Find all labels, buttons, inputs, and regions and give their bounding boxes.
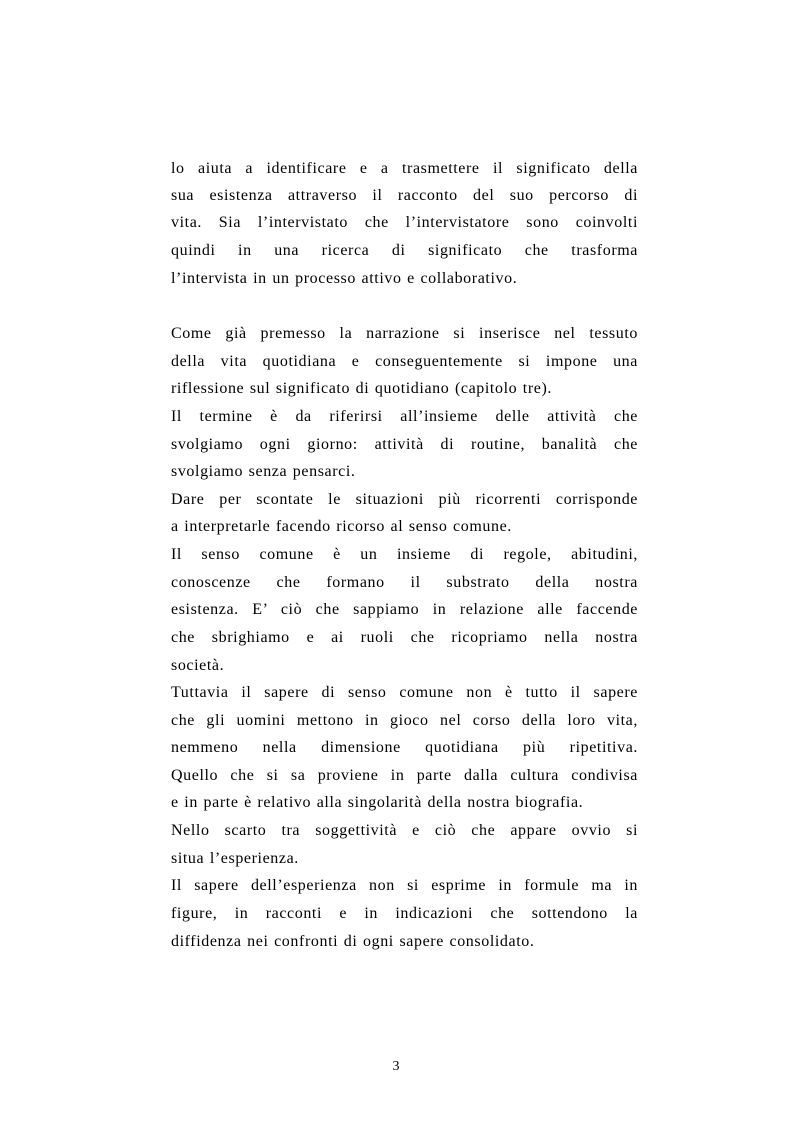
text-line: vita. Sia l’intervistato che l’intervistatore sono coinvolti xyxy=(171,214,638,231)
text-line: nemmeno nella dimensione quotidiana più ripetitiva. xyxy=(171,739,638,756)
text-line: che sbrighiamo e ai ruoli che ricopriamo nella nostra xyxy=(171,629,638,646)
text-line: esistenza. E’ ciò che sappiamo in relazione alle faccende xyxy=(171,601,638,618)
text-line: situa l’esperienza. xyxy=(171,850,299,867)
text-line: che gli uomini mettono in gioco nel corso della loro vita, xyxy=(171,712,638,729)
text-line: Tuttavia il sapere di senso comune non è tutto il sapere xyxy=(171,684,638,701)
text-line: diffidenza nei confronti di ogni sapere consolidato. xyxy=(171,933,535,950)
text-line: Dare per scontate le situazioni più ricorrenti corrisponde xyxy=(171,491,638,508)
text-line: lo aiuta a identificare e a trasmettere il significato della xyxy=(171,160,638,177)
text-line: Come già premesso la narrazione si inserisce nel tessuto xyxy=(171,325,638,342)
page-number: 3 xyxy=(392,1059,400,1074)
text-line: sua esistenza attraverso il racconto del suo percorso di xyxy=(171,187,638,204)
text-line: conoscenze che formano il substrato della nostra xyxy=(171,574,638,591)
text-line: a interpretarle facendo ricorso al senso comune. xyxy=(171,518,512,535)
text-line: quindi in una ricerca di significato che trasforma xyxy=(171,242,638,259)
text-line: della vita quotidiana e conseguentemente si impone una xyxy=(171,353,638,370)
text-line: riflessione sul significato di quotidiano (capitolo tre). xyxy=(171,380,553,397)
text-line: figure, in racconti e in indicazioni che sottendono la xyxy=(171,905,638,922)
text-line: Nello scarto tra soggettività e ciò che appare ovvio si xyxy=(171,822,638,839)
text-line: società. xyxy=(171,657,225,674)
text-line: Il senso comune è un insieme di regole, abitudini, xyxy=(171,546,638,563)
text-line: Quello che si sa proviene in parte dalla cultura condivisa xyxy=(171,767,638,784)
text-line: svolgiamo ogni giorno: attività di routine, banalità che xyxy=(171,436,638,453)
text-line: e in parte è relativo alla singolarità della nostra biografia. xyxy=(171,794,584,811)
text-line: Il sapere dell’esperienza non si esprime in formule ma in xyxy=(171,877,638,894)
text-line: Il termine è da riferirsi all’insieme delle attività che xyxy=(171,408,638,425)
text-line: svolgiamo senza pensarci. xyxy=(171,463,356,480)
text-line: l’intervista in un processo attivo e collaborativo. xyxy=(171,270,518,287)
